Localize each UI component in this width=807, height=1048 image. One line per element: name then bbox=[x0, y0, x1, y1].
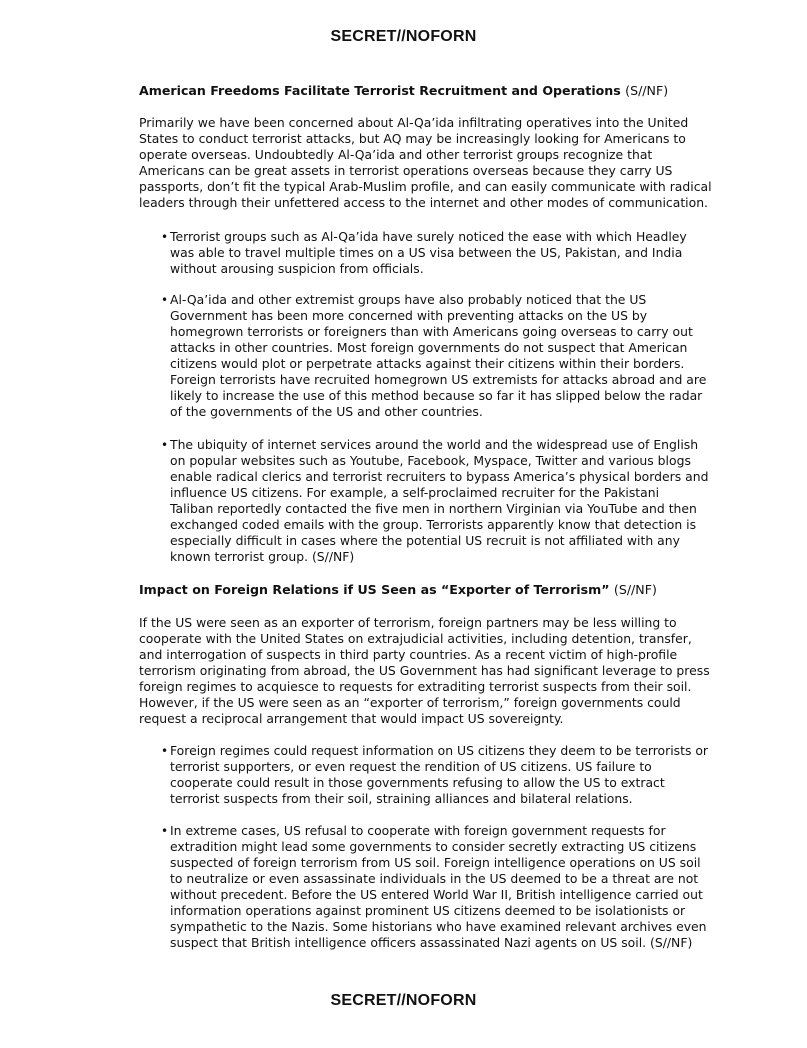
text-line: on popular websites such as Youtube, Facebook, Myspace, Twitter and various blogs bbox=[170, 453, 691, 468]
text-line: information operations against prominent US citizens deemed to be isolationists or bbox=[170, 903, 686, 918]
text-line: passports, don’t fit the typical Arab-Muslim profile, and can easily communicate with radical bbox=[139, 179, 712, 194]
text-line: However, if the US were seen as an “exporter of terrorism,” foreign governments could bbox=[139, 695, 681, 710]
text-line: Americans can be great assets in terrorist operations overseas because they carry US bbox=[139, 163, 673, 178]
bullet-icon: • bbox=[161, 438, 169, 452]
section2-paragraph bbox=[139, 615, 710, 727]
text-line: cooperate could result in those governments refusing to allow the US to extract bbox=[170, 775, 665, 790]
section1-bullet-2 bbox=[161, 292, 721, 420]
text-line: request a reciprocal arrangement that would impact US sovereignty. bbox=[139, 711, 564, 726]
text-line: operate overseas. Undoubtedly Al-Qa’ida and other terrorist groups recognize that bbox=[139, 147, 653, 162]
text-line: Government has been more concerned with preventing attacks on the US by bbox=[170, 308, 648, 323]
text-line: Primarily we have been concerned about Al-Qa’ida infiltrating operatives into the United bbox=[139, 115, 689, 130]
text-line: Foreign regimes could request information on US citizens they deem to be terrorists or bbox=[170, 743, 709, 758]
text-line: known terrorist group. (S//NF) bbox=[170, 549, 355, 564]
section1-heading bbox=[139, 83, 699, 99]
text-line: cooperate with the United States on extrajudicial activities, including detention, transfer, bbox=[139, 631, 692, 646]
section2-heading bbox=[139, 582, 699, 598]
text-line: Foreign terrorists have recruited homegrown US extremists for attacks abroad and are bbox=[170, 372, 707, 387]
text-line: In extreme cases, US refusal to cooperate with foreign government requests for bbox=[170, 823, 666, 838]
text-line: Terrorist groups such as Al-Qa’ida have surely noticed the ease with which Headley bbox=[170, 229, 687, 244]
text-line: States to conduct terrorist attacks, but AQ may be increasingly looking for Americans to bbox=[139, 131, 686, 146]
section2-heading-text: Impact on Foreign Relations if US Seen as “Exporter of Terrorism” bbox=[139, 582, 610, 597]
text-line: suspected of foreign terrorism from US soil. Foreign intelligence operations on US soil bbox=[170, 855, 701, 870]
text-line: enable radical clerics and terrorist recruiters to bypass America’s physical borders and bbox=[170, 469, 709, 484]
text-line: without arousing suspicion from officials. bbox=[170, 261, 424, 276]
text-line: homegrown terrorists or foreigners than with Americans going overseas to carry out bbox=[170, 324, 693, 339]
footer-classification-marking: SECRET//NOFORN bbox=[330, 992, 477, 1009]
text-line: to neutralize or even assassinate individuals in the US deemed to be a threat are not bbox=[170, 871, 699, 886]
text-line: of the governments of the US and other countries. bbox=[170, 404, 483, 419]
bullet-icon: • bbox=[161, 824, 169, 838]
text-line: leaders through their unfettered access to the internet and other modes of communication. bbox=[139, 195, 708, 210]
section1-paragraph bbox=[139, 115, 712, 211]
section1-bullet-1 bbox=[161, 229, 721, 277]
section2-bullet-2 bbox=[161, 823, 721, 951]
bullet-icon: • bbox=[161, 230, 169, 244]
bullet-icon: • bbox=[161, 293, 169, 307]
text-line: The ubiquity of internet services around the world and the widespread use of English bbox=[170, 437, 699, 452]
text-line: If the US were seen as an exporter of terrorism, foreign partners may be less willing to bbox=[139, 615, 677, 630]
text-line: Taliban reportedly contacted the five men in northern Virginian via YouTube and then bbox=[170, 501, 697, 516]
text-line: without precedent. Before the US entered World War II, British intelligence carried out bbox=[170, 887, 703, 902]
section1-heading-classification: (S//NF) bbox=[625, 83, 669, 98]
text-line: was able to travel multiple times on a US visa between the US, Pakistan, and India bbox=[170, 245, 683, 260]
text-line: attacks in other countries. Most foreign governments do not suspect that American bbox=[170, 340, 688, 355]
text-line: likely to increase the use of this method because so far it has slipped below the radar bbox=[170, 388, 703, 403]
text-line: exchanged coded emails with the group. Terrorists apparently know that detection is bbox=[170, 517, 697, 532]
text-line: suspect that British intelligence officers assassinated Nazi agents on US soil. (S//NF) bbox=[170, 935, 693, 950]
text-line: especially difficult in cases where the potential US recruit is not affiliated with any bbox=[170, 533, 680, 548]
text-line: terrorism originating from abroad, the US Government has had significant leverage to press bbox=[139, 663, 710, 678]
text-line: and interrogation of suspects in third party countries. As a recent victim of high-profile bbox=[139, 647, 678, 662]
text-line: extradition might lead some governments to consider secretly extracting US citizens bbox=[170, 839, 697, 854]
section2-heading-classification: (S//NF) bbox=[613, 582, 657, 597]
section2-bullet-1 bbox=[161, 743, 721, 807]
text-line: sympathetic to the Nazis. Some historians who have examined relevant archives even bbox=[170, 919, 707, 934]
text-line: citizens would plot or perpetrate attacks against their citizens within their borders. bbox=[170, 356, 685, 371]
text-line: foreign regimes to acquiesce to requests for extraditing terrorist suspects from their soil. bbox=[139, 679, 692, 694]
text-line: terrorist suspects from their soil, straining alliances and bilateral relations. bbox=[170, 791, 633, 806]
bullet-icon: • bbox=[161, 744, 169, 758]
text-line: Al-Qa’ida and other extremist groups have also probably noticed that the US bbox=[170, 292, 647, 307]
text-line: influence US citizens. For example, a self-proclaimed recruiter for the Pakistani bbox=[170, 485, 660, 500]
text-line: terrorist supporters, or even request the rendition of US citizens. US failure to bbox=[170, 759, 652, 774]
section1-heading-text: American Freedoms Facilitate Terrorist Recruitment and Operations bbox=[139, 83, 621, 98]
header-classification-marking: SECRET//NOFORN bbox=[330, 28, 477, 45]
section1-bullet-3 bbox=[161, 437, 721, 565]
